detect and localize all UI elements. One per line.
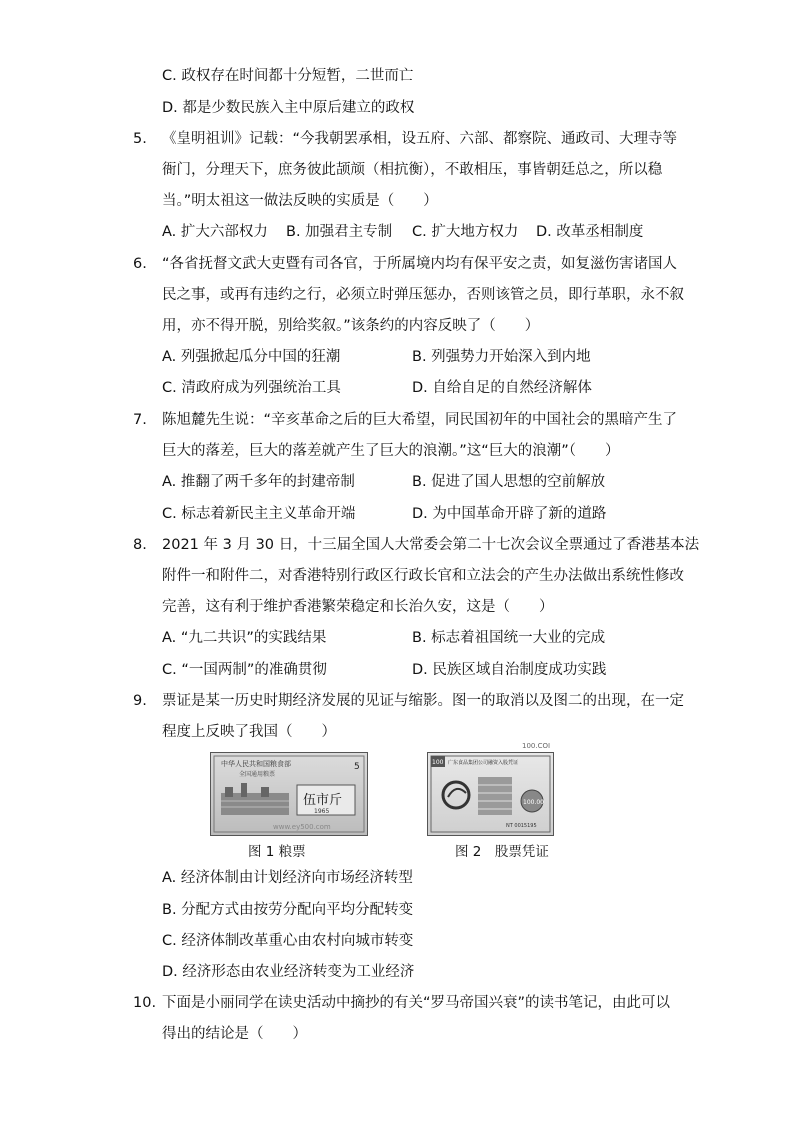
q6-number: 6. — [133, 256, 147, 272]
q6-option-c: C. 清政府成为列强统治工具 — [162, 380, 341, 396]
q5-option-b: B. 加强君主专制 — [286, 224, 393, 240]
share-header: 广东食品集团公司融资入股凭证 — [448, 760, 519, 766]
q8-stem-line: 附件一和附件二，对香港特别行政区行政长官和立法会的产生办法做出系统性修改 — [162, 568, 684, 584]
q7-number: 7. — [133, 412, 147, 428]
q8-option-d: D. 民族区域自治制度成功实践 — [412, 662, 607, 678]
q7-option-d: D. 为中国革命开辟了新的道路 — [412, 506, 607, 522]
q5-option-c: C. 扩大地方权力 — [412, 224, 519, 240]
q8-stem-line: 2021 年 3 月 30 日，十三届全国人大常委会第二十七次会议全票通过了香港基本法 — [162, 537, 700, 553]
q7-option-a: A. 推翻了两千多年的封建帝制 — [162, 474, 355, 490]
q6-stem-line: 民之事，或再有违约之行，必须立时弹压惩办，否则该管之员，即行革职，永不叙 — [162, 287, 684, 303]
grain-ticket-subheader: 全国通用粮票 — [239, 771, 276, 778]
q7-option-c: C. 标志着新民主主义革命开端 — [162, 506, 356, 522]
share-serial: NT 0015195 — [506, 823, 537, 829]
q6-option-b: B. 列强势力开始深入到内地 — [412, 349, 591, 365]
q6-option-d: D. 自给自足的自然经济解体 — [412, 380, 592, 396]
q9-number: 9. — [133, 693, 147, 709]
q8-option-a: A. “九二共识”的实践结果 — [162, 630, 327, 646]
q9-option-a: A. 经济体制由计划经济向市场经济转型 — [162, 870, 413, 886]
q9-stem-line: 程度上反映了我国（ ） — [162, 724, 336, 740]
grain-ticket-year: 1965 — [314, 808, 330, 815]
q9-stem-line: 票证是某一历史时期经济发展的见证与缩影。图一的取消以及图二的出现，在一定 — [162, 693, 684, 709]
grain-ticket-denomination: 伍市斤 — [303, 793, 343, 808]
share-certificate-image — [427, 752, 554, 836]
grain-ticket-illustration — [211, 753, 367, 835]
q6-option-a: A. 列强掀起瓜分中国的狂潮 — [162, 349, 341, 365]
figure-2-caption: 图 2 股票凭证 — [455, 844, 549, 860]
share-certificate-illustration — [428, 753, 553, 835]
q10-stem-line: 得出的结论是（ ） — [162, 1026, 307, 1042]
share-corner-right: 100.00 — [523, 799, 544, 806]
q8-option-b: B. 标志着祖国统一大业的完成 — [412, 630, 606, 646]
share-mark: 100.COI — [522, 742, 551, 750]
grain-ticket-header: 中华人民共和国粮食部 — [221, 760, 291, 768]
q10-stem-line: 下面是小丽同学在读史活动中摘抄的有关“罗马帝国兴衰”的读书笔记，由此可以 — [162, 995, 671, 1011]
q10-number: 10. — [133, 995, 157, 1011]
grain-ticket-watermark: www.ey500.com — [273, 823, 331, 831]
q7-option-b: B. 促进了国人思想的空前解放 — [412, 474, 606, 490]
grain-ticket-image — [210, 752, 368, 836]
q9-option-b: B. 分配方式由按劳分配向平均分配转变 — [162, 902, 414, 918]
q8-stem-line: 完善，这有利于维护香港繁荣稳定和长治久安，这是（ ） — [162, 599, 554, 615]
q5-stem-line: 当。”明太祖这一做法反映的实质是（ ） — [162, 193, 438, 209]
q6-stem-line: “各省抚督文武大吏暨有司各官，于所属境内均有保平安之责，如复滋伤害诸国人 — [162, 256, 678, 272]
q7-stem-line: 巨大的落差，巨大的落差就产生了巨大的浪潮。”这“巨大的浪潮”（ ） — [162, 443, 620, 459]
q5-number: 5. — [133, 131, 147, 147]
q5-option-d: D. 改革丞相制度 — [536, 224, 644, 240]
q7-stem-line: 陈旭麓先生说：“辛亥革命之后的巨大希望，同民国初年的中国社会的黑暗产生了 — [162, 412, 678, 428]
q8-option-c: C. “一国两制”的准确贯彻 — [162, 662, 327, 678]
share-corner-left: 100 — [432, 759, 444, 766]
figure-1-caption: 图 1 粮票 — [248, 844, 306, 860]
q5-stem-line: 《皇明祖训》记载：“今我朝罢承相，设五府、六部、都察院、通政司、大理寺等 — [162, 131, 678, 147]
q8-number: 8. — [133, 537, 147, 553]
q4-option-d: D. 都是少数民族入主中原后建立的政权 — [162, 100, 415, 116]
q4-option-c: C. 政权存在时间都十分短暂，二世而亡 — [162, 68, 414, 84]
grain-ticket-corner: 5 — [354, 762, 360, 772]
q5-option-a: A. 扩大六部权力 — [162, 224, 268, 240]
q6-stem-line: 用，亦不得开脱，别给奖叙。”该条约的内容反映了（ ） — [162, 318, 540, 334]
q9-option-d: D. 经济形态由农业经济转变为工业经济 — [162, 964, 415, 980]
q9-option-c: C. 经济体制改革重心由农村向城市转变 — [162, 933, 414, 949]
q5-stem-line: 衙门，分理天下，庶务彼此颉颃（相抗衡），不敢相压，事皆朝廷总之，所以稳 — [162, 162, 663, 178]
